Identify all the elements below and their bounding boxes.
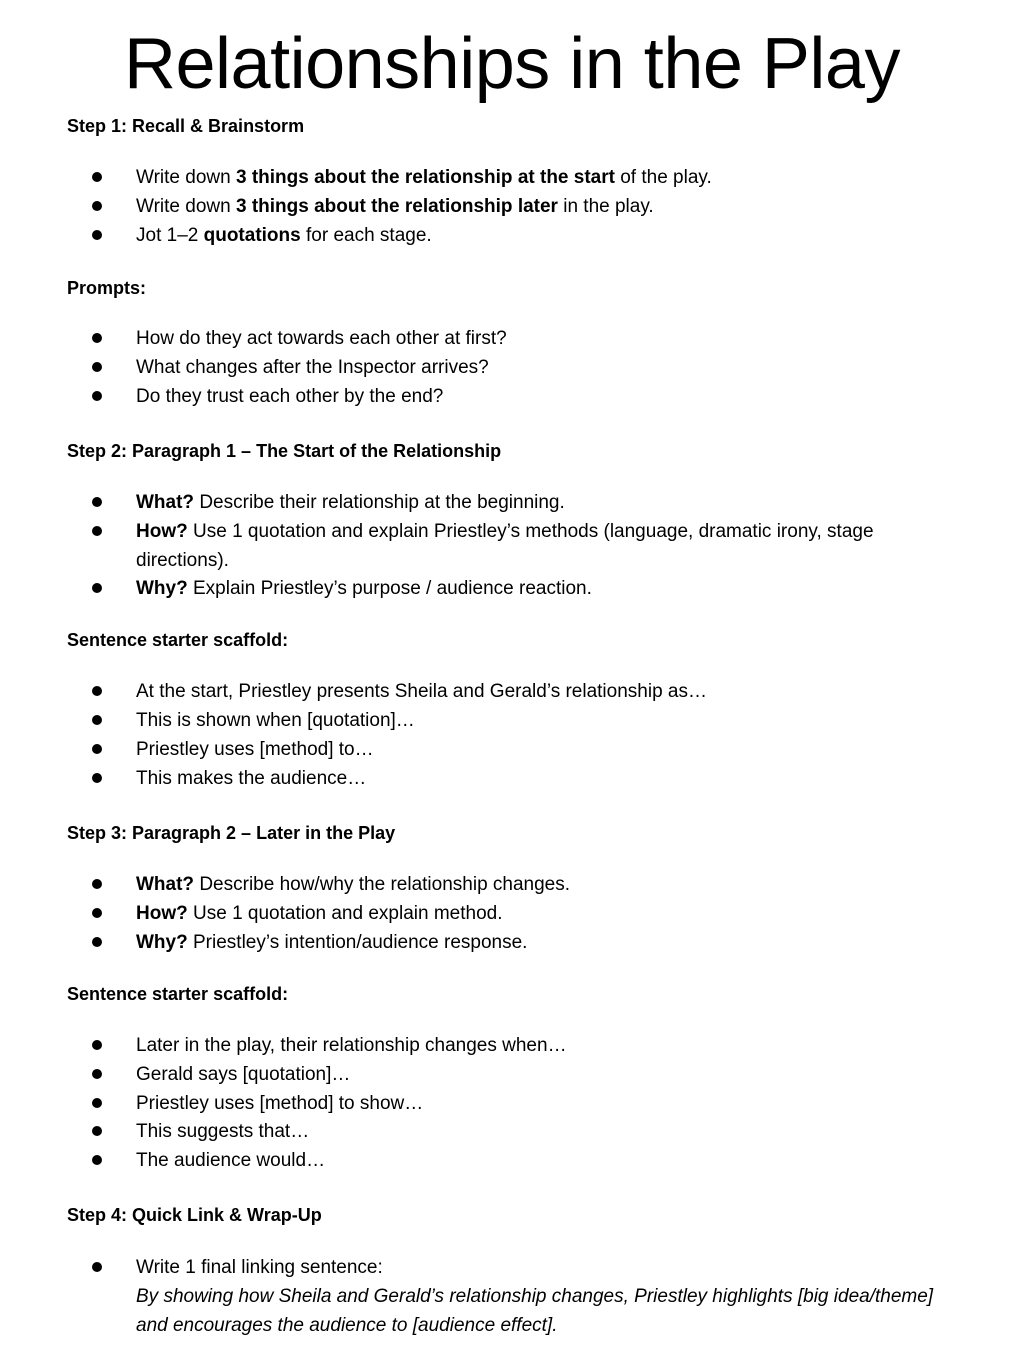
- list-item: Write 1 final linking sentence:: [136, 1257, 383, 1278]
- bullet-icon: [92, 773, 102, 783]
- bullet-icon: [92, 908, 102, 918]
- bullet-icon: [92, 497, 102, 507]
- list-item: Do they trust each other by the end?: [136, 386, 444, 407]
- list-item: What changes after the Inspector arrives?: [136, 357, 489, 378]
- step2-heading: Step 2: Paragraph 1 – The Start of the Relationship: [67, 441, 502, 461]
- list-item: At the start, Priestley presents Sheila and Gerald’s relationship as…: [136, 681, 707, 702]
- list-item: How? Use 1 quotation and explain Priestley’s methods (language, dramatic irony, stage directions).: [136, 521, 874, 571]
- list-item: The audience would…: [136, 1150, 326, 1171]
- list-item: This makes the audience…: [136, 768, 367, 789]
- bullet-icon: [92, 715, 102, 725]
- bullet-icon: [92, 744, 102, 754]
- list-item: Later in the play, their relationship changes when…: [136, 1035, 567, 1056]
- bullet-icon: [92, 333, 102, 343]
- list-item: Jot 1–2 quotations for each stage.: [136, 225, 432, 246]
- bullet-icon: [92, 230, 102, 240]
- list-item: Gerald says [quotation]…: [136, 1064, 351, 1085]
- bullet-icon: [92, 686, 102, 696]
- list-item: Why? Priestley’s intention/audience response.: [136, 932, 528, 953]
- list-item: How? Use 1 quotation and explain method.: [136, 903, 503, 924]
- scaffold1-heading: Sentence starter scaffold:: [67, 630, 289, 650]
- bullet-icon: [92, 1040, 102, 1050]
- list-item: Why? Explain Priestley’s purpose / audience reaction.: [136, 578, 592, 599]
- bullet-icon: [92, 1155, 102, 1165]
- list-item: This suggests that…: [136, 1121, 310, 1142]
- step1-heading: Step 1: Recall & Brainstorm: [67, 116, 305, 136]
- step3-heading: Step 3: Paragraph 2 – Later in the Play: [67, 823, 396, 843]
- bullet-icon: [92, 1262, 102, 1272]
- bullet-icon: [92, 583, 102, 593]
- bullet-icon: [92, 1098, 102, 1108]
- list-item: This is shown when [quotation]…: [136, 710, 415, 731]
- list-item: What? Describe how/why the relationship changes.: [136, 874, 571, 895]
- bullet-icon: [92, 391, 102, 401]
- scaffold2-heading: Sentence starter scaffold:: [67, 984, 289, 1004]
- bullet-icon: [92, 362, 102, 372]
- list-item: Priestley uses [method] to…: [136, 739, 374, 760]
- list-item: How do they act towards each other at first?: [136, 328, 507, 349]
- bullet-icon: [92, 172, 102, 182]
- page-title: Relationships in the Play: [124, 24, 900, 104]
- list-item: Write down 3 things about the relationship at the start of the play.: [136, 167, 712, 188]
- list-item: Write down 3 things about the relationship later in the play.: [136, 196, 654, 217]
- bullet-icon: [92, 879, 102, 889]
- example-sentence: By showing how Sheila and Gerald’s relationship changes, Priestley highlights [big idea/theme] and encourages the audience to [audience effect].: [136, 1286, 934, 1336]
- list-item: Priestley uses [method] to show…: [136, 1093, 424, 1114]
- bullet-icon: [92, 937, 102, 947]
- bullet-icon: [92, 1069, 102, 1079]
- bullet-icon: [92, 526, 102, 536]
- prompts-heading: Prompts:: [67, 278, 147, 298]
- bullet-icon: [92, 201, 102, 211]
- bullet-icon: [92, 1126, 102, 1136]
- list-item: What? Describe their relationship at the beginning.: [136, 492, 565, 513]
- step4-heading: Step 4: Quick Link & Wrap-Up: [67, 1205, 322, 1225]
